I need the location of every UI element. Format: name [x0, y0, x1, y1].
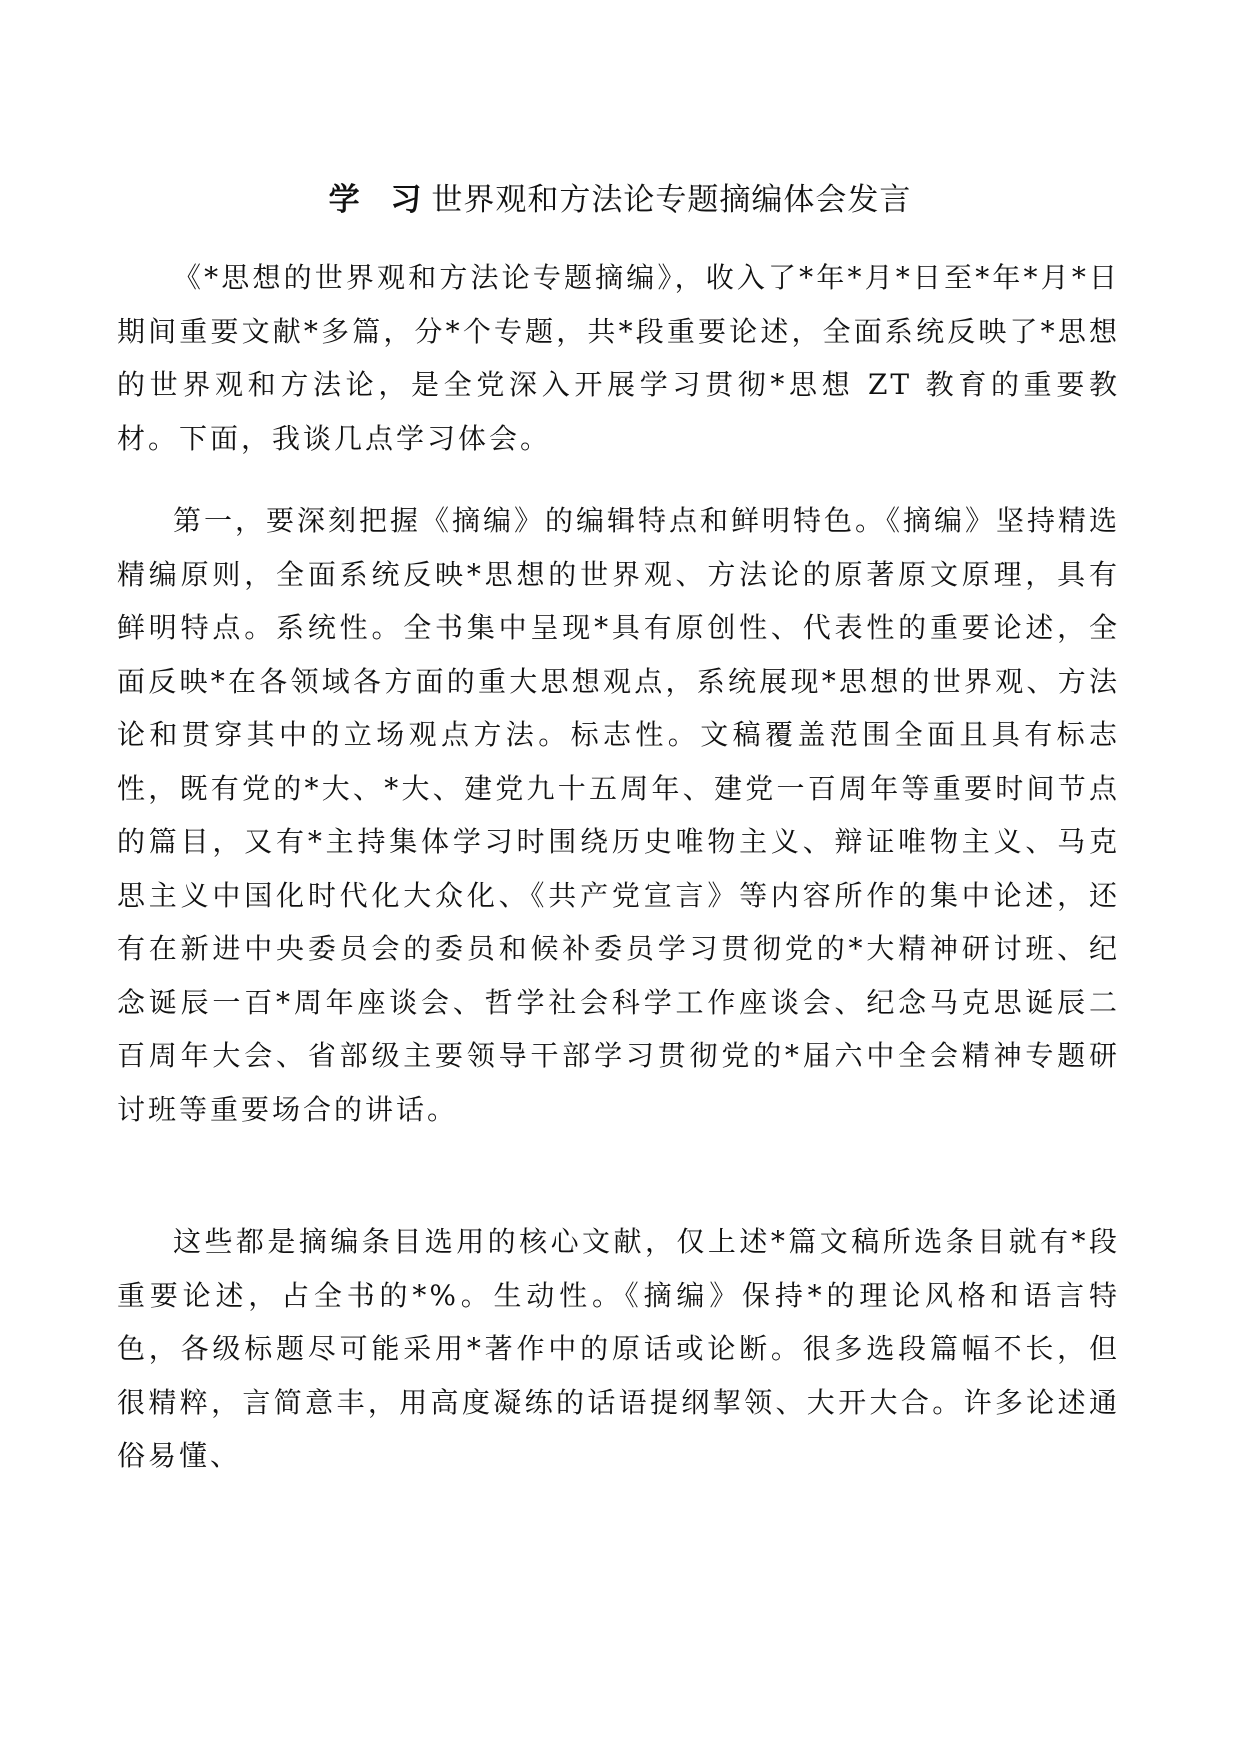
title-lead: 学 习 — [328, 182, 432, 218]
document-title — [0, 178, 1240, 222]
paragraph-3: 这些都是摘编条目选用的核心文献，仅上述*篇文稿所选条目就有*段重要论述，占全书的*%。生动性。《摘编》保持*的理论风格和语言特色，各级标题尽可能采用*著作中的原话或论断。很多选段篇幅不长，但很精粹，言简意丰，用高度凝练的话语提纲挈领、大开大合。许多论述通俗易懂、 — [117, 1225, 1120, 1472]
paragraph-2: 第一，要深刻把握《摘编》的编辑特点和鲜明特色。《摘编》坚持精选精编原则，全面系统反映*思想的世界观、方法论的原著原文原理，具有鲜明特点。系统性。全书集中呈现*具有原创性、代表性的重要论述，全面反映*在各领域各方面的重大思想观点，系统展现*思想的世界观、方法论和贯穿其中的立场观点方法。标志性。文稿覆盖范围全面且具有标志性，既有党的*大、*大、建党九十五周年、建党一百周年等重要时间节点的篇目，又有*主持集体学习时围绕历史唯物主义、辩证唯物主义、马克思主义中国化时代化大众化、《共产党宣言》等内容所作的集中论述，还有在新进中央委员会的委员和候补委员学习贯彻党的*大精神研讨班、纪念诞辰一百*周年座谈会、哲学社会科学工作座谈会、纪念马克思诞辰二百周年大会、省部级主要领导干部学习贯彻党的*届六中全会精神专题研讨班等重要场合的讲话。 — [117, 504, 1121, 1126]
paragraph-1: 《*思想的世界观和方法论专题摘编》，收入了*年*月*日至*年*月*日期间重要文献*多篇，分*个专题，共*段重要论述，全面系统反映了*思想的世界观和方法论，是全党深入开展学习贯彻*思想 ZT 教育的重要教材。下面，我谈几点学习体会。 — [117, 261, 1120, 455]
paragraph-block-1 — [117, 251, 1120, 465]
paragraph-block-3 — [117, 1215, 1120, 1483]
title-rest: 世界观和方法论专题摘编体会发言 — [431, 182, 912, 218]
paragraph-block-2 — [117, 494, 1120, 1136]
